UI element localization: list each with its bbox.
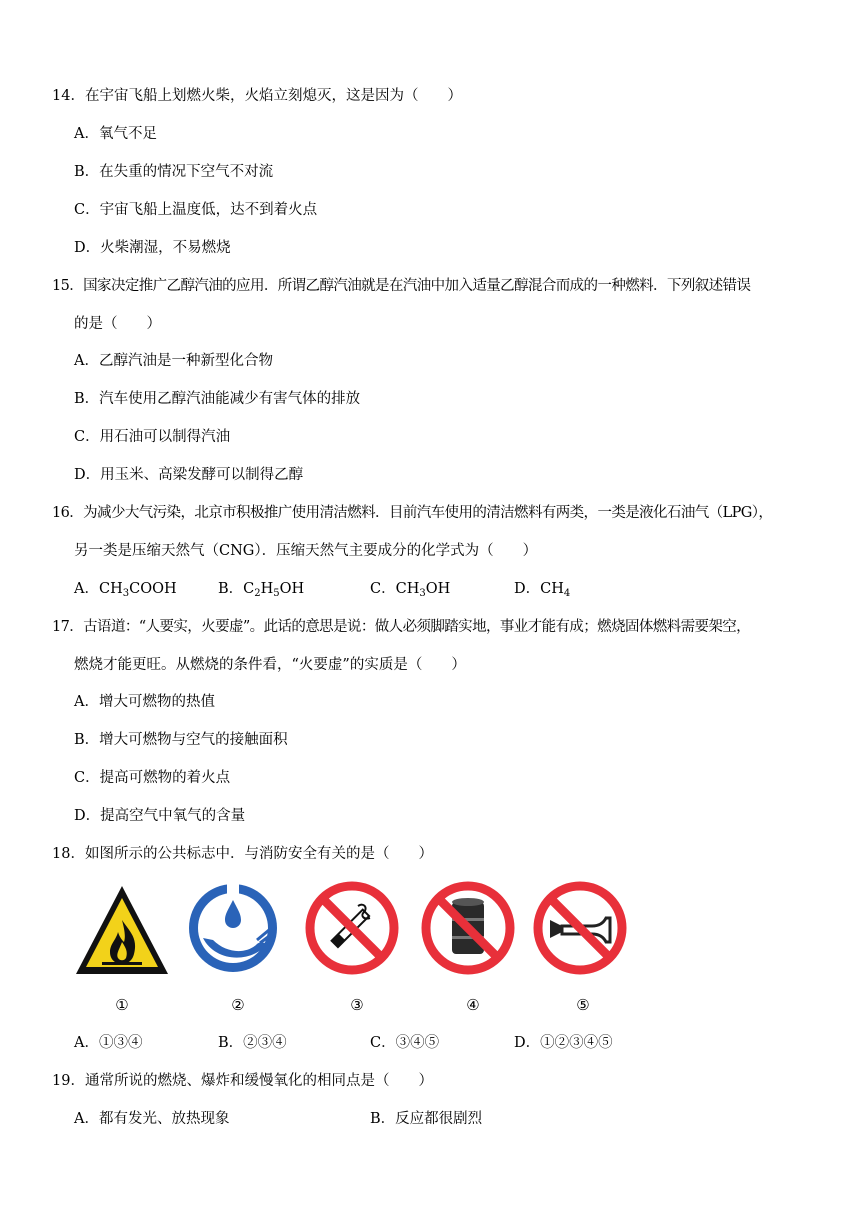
q16-option-d: D．$CH_4$ <box>514 581 571 599</box>
question-15-stem-cont: 的是（ ） <box>74 316 161 332</box>
q18-option-a: A．①③④ <box>74 1035 143 1051</box>
question-17-stem: 17．古语道：“人要实，火要虚”。此话的意思是说：做人必须脚踏实地，事业才能有成；燃烧固体燃料需要架空， <box>52 619 751 635</box>
q15-option-b: B．汽车使用乙醇汽油能减少有害气体的排放 <box>74 391 361 407</box>
q19-option-a: A．都有发光、放热现象 <box>74 1111 230 1127</box>
question-17-stem-cont: 燃烧才能更旺。从燃烧的条件看，“火要虚”的实质是（ ） <box>74 657 466 673</box>
q14-option-b: B．在失重的情况下空气不对流 <box>74 164 274 180</box>
question-19-stem: 19．通常所说的燃烧、爆炸和缓慢氧化的相同点是（ ） <box>52 1073 433 1089</box>
q17-option-c: C．提高可燃物的着火点 <box>74 770 231 786</box>
no-smoking-icon <box>302 880 402 980</box>
q17-option-b: B．增大可燃物与空气的接触面积 <box>74 732 288 748</box>
q17-option-a: A．增大可燃物的热值 <box>74 694 215 710</box>
sign-label-5: ⑤ <box>576 996 590 1014</box>
q18-option-b: B．②③④ <box>218 1035 287 1051</box>
q14-option-c: C．宇宙飞船上温度低，达不到着火点 <box>74 202 318 218</box>
q17-option-d: D．提高空气中氧气的含量 <box>74 808 246 824</box>
flammable-warning-icon <box>72 880 172 980</box>
q16-option-b: B．$C_2H_5OH$ <box>218 581 305 599</box>
save-water-icon <box>183 880 283 980</box>
question-16-stem-cont: 另一类是压缩天然气（CNG）．压缩天然气主要成分的化学式为（ ） <box>74 543 538 559</box>
question-18-stem: 18．如图所示的公共标志中．与消防安全有关的是（ ） <box>52 846 433 862</box>
q19-option-b: B．反应都很剧烈 <box>370 1111 483 1127</box>
q14-option-d: D．火柴潮湿，不易燃烧 <box>74 240 231 256</box>
no-horn-icon <box>530 880 630 980</box>
question-14-stem: 14．在宇宙飞船上划燃火柴，火焰立刻熄灭，这是因为（ ） <box>52 88 462 104</box>
q16-option-a: A．$CH_3COOH$ <box>74 581 177 599</box>
sign-label-2: ② <box>231 996 245 1014</box>
q18-option-d: D．①②③④⑤ <box>514 1035 613 1051</box>
sign-label-3: ③ <box>350 996 364 1014</box>
q15-option-c: C．用石油可以制得汽油 <box>74 429 231 445</box>
question-15-stem: 15．国家决定推广乙醇汽油的应用．所谓乙醇汽油就是在汽油中加入适量乙醇混合而成的一种燃料．下列叙述错误 <box>52 278 751 294</box>
q18-option-c: C．③④⑤ <box>370 1035 440 1051</box>
q15-option-d: D．用玉米、高梁发酵可以制得乙醇 <box>74 467 304 483</box>
sign-label-1: ① <box>115 996 129 1014</box>
no-flammable-storage-icon <box>418 880 518 980</box>
q15-option-a: A．乙醇汽油是一种新型化合物 <box>74 353 273 369</box>
q16-option-c: C．$CH_3OH$ <box>370 581 451 599</box>
sign-figure <box>72 880 632 990</box>
sign-label-4: ④ <box>466 996 480 1014</box>
question-16-stem: 16．为减少大气污染，北京市积极推广使用清洁燃料．目前汽车使用的清洁燃料有两类，一类是液化石油气（LPG）， <box>52 505 773 521</box>
q14-option-a: A．氧气不足 <box>74 126 157 142</box>
